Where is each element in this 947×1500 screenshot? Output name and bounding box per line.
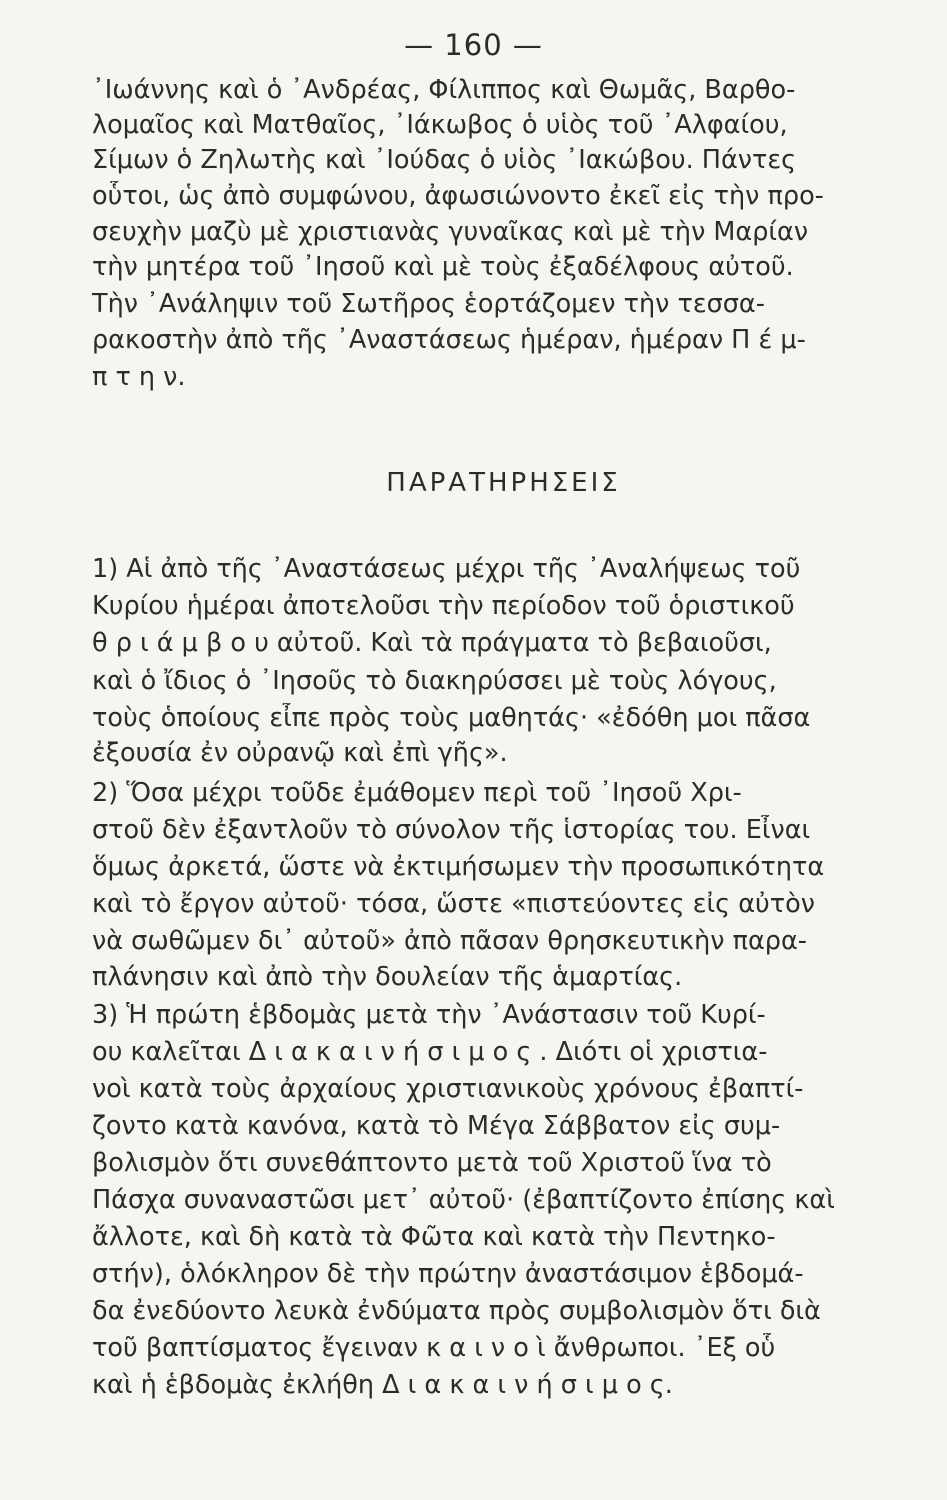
- text-line: τοὺς ὁποίους εἶπε πρὸς τοὺς μαθητάς· «ἐδόθη μοι πᾶσα: [92, 703, 811, 733]
- text-line: νοὶ κατὰ τοὺς ἀρχαίους χριστιανικοὺς χρόνους ἐβαπτί-: [92, 1074, 804, 1104]
- text-line: σευχὴν μαζὺ μὲ χριστιανὰς γυναῖκας καὶ μὲ τὴν Μαρίαν: [92, 217, 809, 247]
- text-line: Πάσχα συναναστῶσι μετ᾿ αὐτοῦ· (ἐβαπτίζοντο ἐπίσης καὶ: [92, 1185, 835, 1215]
- text-line: οὗτοι, ὡς ἀπὸ συμφώνου, ἀφωσιώνοντο ἐκεῖ εἰς τὴν προ-: [92, 181, 824, 211]
- text-line: καὶ ἡ ἑβδομὰς ἐκλήθη Δ ι α κ α ι ν ή σ ι μ ο ς.: [92, 1370, 673, 1400]
- text-line: ᾿Ιωάννης καὶ ὁ ᾿Ανδρέας, Φίλιππος καὶ Θωμᾶς, Βαρθο-: [92, 75, 796, 105]
- text-line: καὶ ὁ ἴδιος ὁ ᾿Ιησοῦς τὸ διακηρύσσει μὲ τοὺς λόγους,: [92, 666, 777, 696]
- text-line: τὴν μητέρα τοῦ ᾿Ιησοῦ καὶ μὲ τοὺς ἐξαδέλφους αὐτοῦ.: [92, 252, 794, 282]
- text-line: 3) Ἡ πρώτη ἑβδομὰς μετὰ τὴν ᾿Ανάστασιν τοῦ Κυρί-: [92, 1000, 766, 1030]
- text-line: ὅμως ἀρκετά, ὥστε νὰ ἐκτιμήσωμεν τὴν προσωπικότητα: [92, 852, 825, 882]
- text-line: λομαῖος καὶ Ματθαῖος, ᾿Ιάκωβος ὁ υἱὸς τοῦ ᾿Αλφαίου,: [92, 110, 788, 140]
- text-line: Κυρίου ἡμέραι ἀποτελοῦσι τὴν περίοδον τοῦ ὁριστικοῦ: [92, 591, 795, 621]
- text-line: 1) Αἱ ἀπὸ τῆς ᾿Αναστάσεως μέχρι τῆς ᾿Αναλήψεως τοῦ: [92, 554, 801, 584]
- text-line: ζοντο κατὰ κανόνα, κατὰ τὸ Μέγα Σάββατον εἰς συμ-: [92, 1111, 781, 1141]
- text-line: βολισμὸν ὅτι συνεθάπτοντο μετὰ τοῦ Χριστοῦ ἵνα τὸ: [92, 1148, 772, 1178]
- text-line: πλάνησιν καὶ ἀπὸ τὴν δουλείαν τῆς ἁμαρτίας.: [92, 962, 683, 992]
- text-line: ἐξουσία ἐν οὐρανῷ καὶ ἐπὶ γῆς».: [92, 738, 508, 768]
- text-line: ου καλεῖται Δ ι α κ α ι ν ή σ ι μ ο ς . Διότι οἱ χριστια-: [92, 1037, 768, 1067]
- text-line: θ ρ ι ά μ β ο υ αὐτοῦ. Καὶ τὰ πράγματα τὸ βεβαιοῦσι,: [92, 628, 772, 658]
- text-line: ρακοστὴν ἀπὸ τῆς ᾿Αναστάσεως ἡμέραν, ἡμέραν Π έ μ-: [92, 325, 806, 355]
- text-line: ἄλλοτε, καὶ δὴ κατὰ τὰ Φῶτα καὶ κατὰ τὴν Πεντηκο-: [92, 1222, 776, 1252]
- page-number: — 160 —: [404, 28, 543, 62]
- text-line: καὶ τὸ ἔργον αὐτοῦ· τόσα, ὥστε «πιστεύοντες εἰς αὐτὸν: [92, 889, 815, 919]
- text-line: στοῦ δὲν ἐξαντλοῦν τὸ σύνολον τῆς ἱστορίας του. Εἶναι: [92, 815, 811, 845]
- text-line: τοῦ βαπτίσματος ἔγειναν κ α ι ν ο ὶ ἄνθρωποι. ᾿Εξ οὗ: [92, 1333, 776, 1363]
- text-line: δα ἐνεδύοντο λευκὰ ἐνδύματα πρὸς συμβολισμὸν ὅτι διὰ: [92, 1296, 821, 1326]
- text-line: στήν), ὁλόκληρον δὲ τὴν πρώτην ἀναστάσιμον ἑβδομά-: [92, 1259, 804, 1289]
- text-line: Τὴν ᾿Ανάληψιν τοῦ Σωτῆρος ἑορτάζομεν τὴν τεσσα-: [92, 289, 765, 319]
- text-line: 2) Ὅσα μέχρι τοῦδε ἐμάθομεν περὶ τοῦ ᾿Ιησοῦ Χρι-: [92, 778, 742, 808]
- section-heading: ΠΑΡΑΤΗΡΗΣΕΙΣ: [386, 468, 621, 498]
- text-line: νὰ σωθῶμεν δι᾿ αὐτοῦ» ἀπὸ πᾶσαν θρησκευτικὴν παρα-: [92, 926, 807, 956]
- text-line: Σίμων ὁ Ζηλωτὴς καὶ ᾿Ιούδας ὁ υἱὸς ᾿Ιακώβου. Πάντες: [92, 145, 797, 175]
- text-line: π τ η ν.: [92, 362, 186, 392]
